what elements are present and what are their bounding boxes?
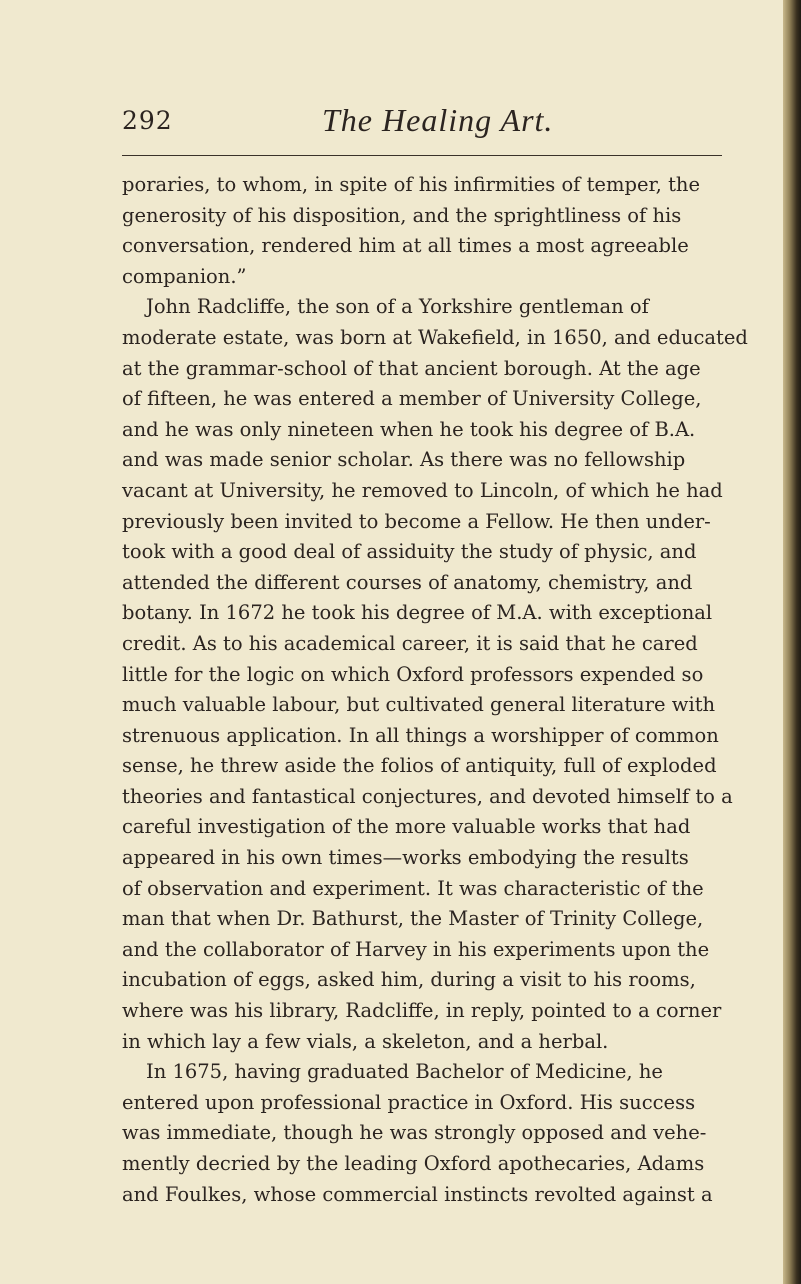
text-line: and Foulkes, whose commercial instincts revolted against a — [122, 1182, 713, 1206]
text-line: entered upon professional practice in Oxford. His success — [122, 1090, 696, 1114]
text-line: companion.” — [122, 264, 247, 288]
text-line: theories and fantastical conjectures, and devoted himself to a — [122, 784, 733, 808]
text-line: vacant at University, he removed to Lincoln, of which he had — [122, 478, 723, 502]
text-line: previously been invited to become a Fellow. He then under- — [122, 509, 711, 533]
text-line: strenuous application. In all things a worshipper of common — [122, 723, 719, 747]
text-line: much valuable labour, but cultivated general literature with — [122, 693, 716, 717]
text-line: was immediate, though he was strongly opposed and vehe- — [122, 1121, 707, 1145]
page-number: 292 — [122, 106, 173, 135]
text-line: of observation and experiment. It was characteristic of the — [122, 876, 704, 900]
running-title: The Healing Art. — [322, 102, 554, 138]
text-line: of fifteen, he was entered a member of University College, — [122, 387, 702, 411]
text-line: and was made senior scholar. As there was no fellowship — [122, 448, 686, 472]
text-line: generosity of his disposition, and the sprightliness of his — [122, 203, 682, 227]
text-line: incubation of eggs, asked him, during a visit to his rooms, — [122, 968, 696, 992]
text-line: conversation, rendered him at all times a most agreeable — [122, 234, 689, 258]
text-line: careful investigation of the more valuable works that had — [122, 815, 691, 839]
text-line: and he was only nineteen when he took his degree of B.A. — [122, 417, 696, 441]
page-edge — [783, 0, 801, 1284]
text-line: man that when Dr. Bathurst, the Master of Trinity College, — [122, 907, 704, 931]
text-line: at the grammar-school of that ancient borough. At the age — [122, 356, 701, 380]
header-rule — [122, 155, 722, 156]
text-line: moderate estate, was born at Wakefield, in 1650, and educated — [122, 325, 748, 349]
text-line: In 1675, having graduated Bachelor of Medicine, he — [146, 1060, 663, 1084]
text-line: botany. In 1672 he took his degree of M.A. with exceptional — [122, 601, 713, 625]
text-line: poraries, to whom, in spite of his infirmities of temper, the — [122, 173, 701, 196]
text-line: little for the logic on which Oxford professors expended so — [122, 662, 704, 686]
text-line: attended the different courses of anatomy, chemistry, and — [122, 570, 693, 594]
text-line: where was his library, Radcliffe, in reply, pointed to a corner — [122, 999, 722, 1023]
text-line: in which lay a few vials, a skeleton, and a herbal. — [122, 1029, 609, 1053]
text-line: appeared in his own times—works embodying the results — [122, 846, 689, 870]
text-line: John Radcliffe, the son of a Yorkshire gentleman of — [146, 295, 649, 319]
text-line: credit. As to his academical career, it is said that he cared — [122, 631, 698, 655]
text-line: and the collaborator of Harvey in his experiments upon the — [122, 937, 710, 961]
text-line: mently decried by the leading Oxford apothecaries, Adams — [122, 1152, 705, 1175]
page-header — [122, 98, 722, 150]
body-text — [122, 170, 762, 1210]
text-line: took with a good deal of assiduity the study of physic, and — [122, 540, 697, 564]
text-line: sense, he threw aside the folios of antiquity, full of exploded — [122, 754, 717, 778]
